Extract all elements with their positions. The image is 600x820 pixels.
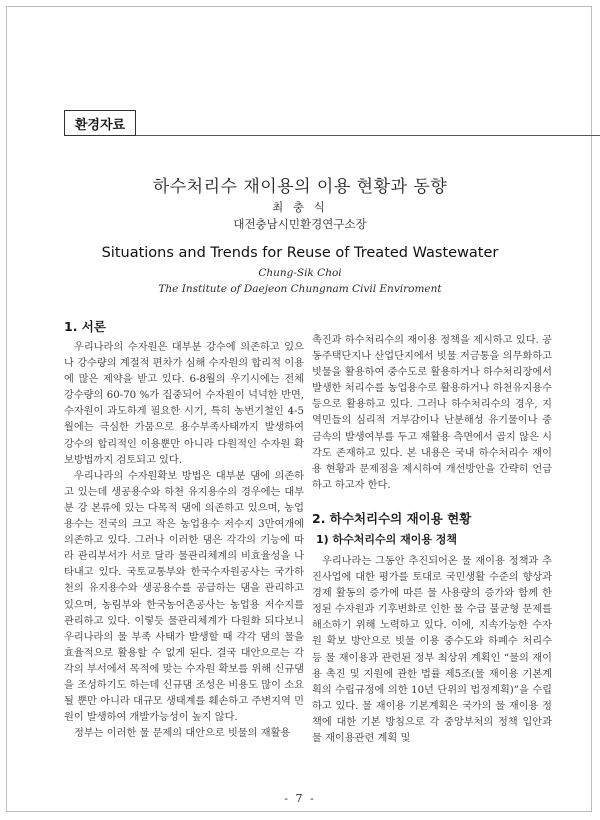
right-column: [312, 333, 552, 747]
section1-continuation: 촉진과 하수처리수의 재이용 정책을 제시하고 있다. 공동주택단지나 산업단지에서 빗물 저금통을 의무화하고 빗물을 활용하여 중수도로 활용하거나 하수처리장에서 발생한 처리수를 농업용수로 활용하거나 하천유지용수 등으로 활용하고 있다. 그러나 하수처리수의 경우, 지역민들의 심리적 거부감이나 난분해성 유기물이나 중금속의 발생여부를 두고 재활용 측면에서 곱지 않은 시각도 존재하고 있다. 본 내용은 국내 하수처리수 재이용 현황과 문제점을 제시하여 개선방안을 간략히 언급하고 하고자 한다.: [312, 335, 552, 491]
title-korean: 하수처리수 재이용의 이용 현황과 동향: [152, 177, 448, 197]
section2-heading: 2. 하수처리수의 재이용 현황: [312, 510, 472, 526]
section1-paragraph-3: 정부는 이러한 물 문제의 대안으로 빗물의 재활용: [74, 728, 291, 740]
section2-paragraph: 우리나라는 그동안 추진되어온 물 재이용 정책과 추진사업에 대한 평가를 토대로 국민생활 수준의 향상과 경제 활동의 증가에 따른 물 사용량의 증가와 함께 한정된 수자원과 기후변화로 인한 물 수급 불균형 문제를 해소하기 위해 노력하고 있다. 이에, 지속가능한 수자원 확보 방안으로 빗물 이용 중수도와 하폐수 처리수 등 물 재이용과 관련된 정부 최상위 계획인 “물의 재이용 촉진 및 지원에 관한 법률 제5조(물 재이용 기본계획의 수립규정에 의한 10년 단위의 법정계획)”을 수립하고 있다. 물 재이용 기본계획은 국가의 물 재이용 정책에 대한 기본 방침으로 각 중앙부처의 정책 입안과 물 재이용관련 계획 및: [312, 555, 552, 744]
author-english: Chung-Sik Choi: [258, 267, 342, 279]
page-number: - 7 -: [284, 792, 316, 805]
section2-subheading: 1) 하수처리수의 재이용 정책: [316, 532, 458, 546]
category-tag: 환경자료: [64, 110, 136, 136]
header-rule: [136, 135, 600, 136]
affiliation-english: The Institute of Daejeon Chungnam Civil Enviroment: [158, 283, 442, 295]
section1-paragraph-1: 우리나라의 수자원은 대부분 강수에 의존하고 있으나 강수량의 계절적 편차가 심해 수자원의 합리적 이용에 많은 제약을 받고 있다. 6-8월의 우기시에는 전체 강수량의 60-70 %가 집중되어 수자원이 넉넉한 반면, 수자원이 과도하게 필요한 시기, 특히 농번기철인 4-5월에는 극심한 가뭄으로 용수부족사태까지 발생하여 강수의 합리적인 이용뿐만 아니라 다원적인 수자원 확보방법까지 검토되고 있다.: [64, 342, 304, 466]
left-column: [64, 318, 304, 742]
affiliation-korean: 대전충남시민환경연구소장: [233, 217, 367, 231]
section1-heading: 1. 서론: [64, 319, 106, 334]
author-korean: 최 충 식: [272, 200, 328, 214]
title-english: Situations and Trends for Reuse of Treated Wastewater: [101, 245, 499, 261]
section1-paragraph-2: 우리나라의 수자원확보 방법은 대부분 댐에 의존하고 있는데 생공용수와 하천 유지용수의 경우에는 대부분 강 본류에 있는 다목적 댐에 의존하고 있으며, 농업용수는 전국의 크고 작은 농업용수 저수지 3만여개에 의존하고 있다. 그러나 이러한 댐은 각각의 기능에 따라 관리부서가 서로 달라 물관리체계의 비효율성을 나타내고 있다. 국토교통부와 한국수자원공사는 국가하천의 유지용수와 생공용수를 공급하는 댐을 관리하고 있으며, 농림부와 한국농어촌공사는 농업용 저수지를 관리하고 있다. 이렇듯 물관리체계가 다원화 되다보니 우리나라의 물 부족 사태가 발생할 때 각각 댐의 물을 효율적으로 활용할 수 없게 된다. 결국 대안으로는 각각의 부서에서 목적에 맞는 수자원 확보를 위해 신규댐을 조성하기도 하는데 신규댐 조성은 비용도 많이 소요될 뿐만 아니라 대규모 생태계를 훼손하고 주변지역 민원이 발생하여 개발가능성이 높지 않다.: [64, 470, 304, 724]
